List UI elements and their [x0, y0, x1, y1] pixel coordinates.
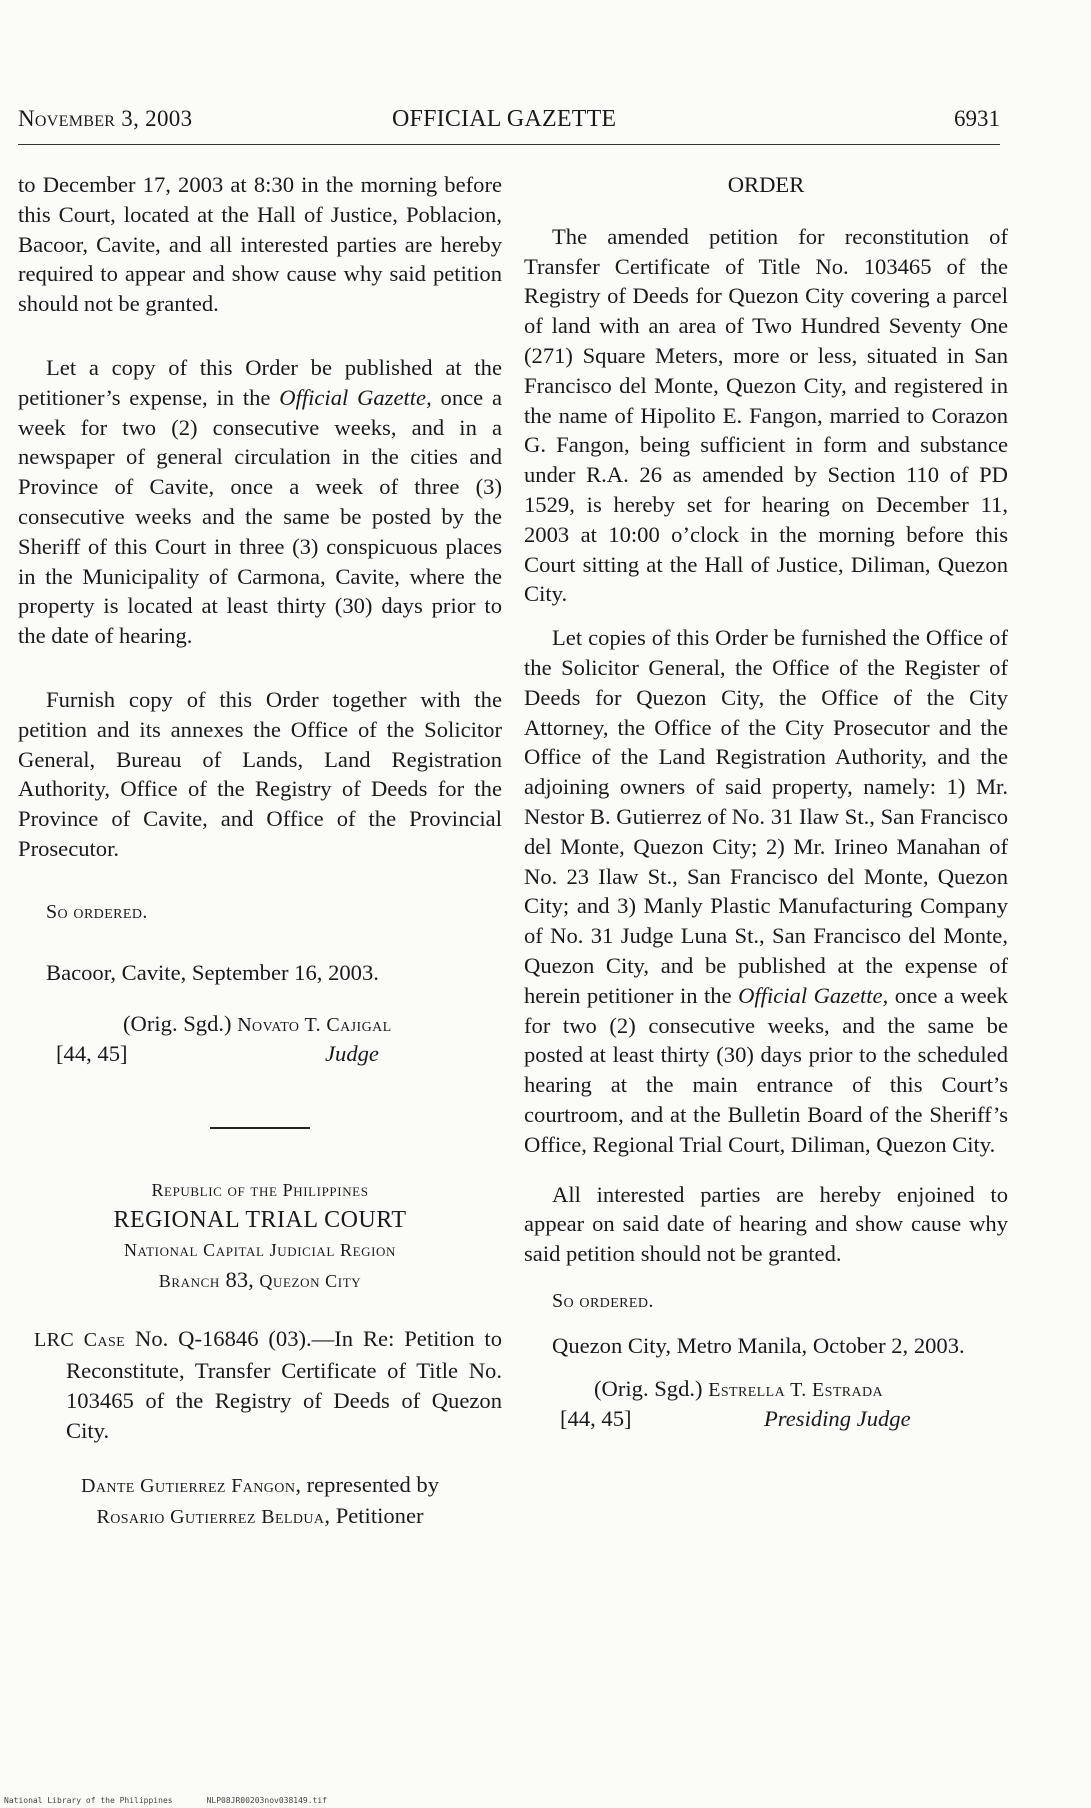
- gazette-italic: Official Gazette,: [738, 982, 889, 1008]
- parties: Dante Gutierrez Fangon, represented by Rosario Gutierrez Beldua, Petitioner: [80, 1471, 439, 1528]
- so-ordered: So ordered.: [552, 1289, 654, 1312]
- judge-name: Estrella T. Estrada: [708, 1379, 884, 1402]
- enjoin-paragraph: All interested parties are hereby enjoined to appear on said date of hearing and show cause why said petition should not be granted.: [524, 1181, 1008, 1267]
- header-rule: [18, 144, 1000, 145]
- library-name: National Library of the Philippines: [4, 1796, 173, 1805]
- page-header: [18, 106, 1000, 136]
- left-column: [18, 170, 502, 1532]
- furnish-paragraph: Furnish copy of this Order together with the petition and its annexes the Office of the Solicitor General, Bureau of Lands, Land Registration Authority, Office of the Registry of Deeds for the Province of Cavite, and Office of the Provincial Prosecutor.: [18, 686, 502, 861]
- court-heading: [18, 1175, 502, 1296]
- scan-footer: [4, 1796, 327, 1805]
- page-number: 6931: [954, 106, 1000, 131]
- copies-paragraph: Let copies of this Order be furnished the Office of the Solicitor General, the Office of the Register of Deeds for Quezon City, the Office of the City Attorney, the Office of the City Prosecutor and the Office of the Land Registration Authority, and the adjoining owners of said property, namely: 1) Mr. Nestor B. Gutierrez of No. 31 Ilaw St., San Francisco del Monte, Quezon City; 2) Mr. Irineo Manahan of No. 23 Ilaw St., San Francisco del Monte, Quezon City; and 3) Manly Plastic Manufacturing Company of No. 31 Judge Luna St., San Francisco del Monte, Quezon City, and be published at the expense of herein petitioner in the Official Gazette, once a week for two (2) consecutive weeks, and the same be posted at least thirty (30) days prior to the scheduled hearing at the main entrance of this Court’s courtroom, and at the Bulletin Board of the Sheriff’s Office, Regional Trial Court, Diliman, Quezon City.: [524, 625, 1008, 1157]
- case-caption: LRC Case No. Q-16846 (03).—In Re: Petition to Reconstitute, Transfer Certificate of Title No. 103465 of the Registry of Deeds of Quezon City.: [34, 1326, 502, 1443]
- party-name: Rosario Gutierrez Beldua: [96, 1505, 325, 1528]
- republic-line: Republic of the Philippines: [151, 1180, 369, 1201]
- file-id: NLP08JR00203nov038149.tif: [206, 1796, 327, 1805]
- branch-line: Branch 83, Quezon City: [158, 1267, 362, 1293]
- order-title: ORDER: [727, 172, 805, 197]
- section-divider: [210, 1127, 310, 1129]
- judge-signature-block: (Orig. Sgd.) Estrella T. Estrada [44, 45] Presiding Judge: [524, 1374, 1008, 1434]
- order-paragraph: The amended petition for reconstitution of Transfer Certificate of Title No. 103465 of the Registry of Deeds for Quezon City covering a parcel of land with an area of Two Hundred Seventy One (271) Square Meters, more or less, situated in San Francisco del Monte, Quezon City, and registered in the name of Hipolito E. Fangon, married to Corazon G. Fangon, being sufficient in form and substance under R.A. 26 as amended by Section 110 of PD 1529, is hereby set for hearing on December 11, 2003 at 10:00 o’clock in the morning before this Court sitting at the Hall of Justice, Diliman, Quezon City.: [524, 223, 1008, 607]
- judge-title: Judge: [325, 1041, 379, 1067]
- judge-signature-block: (Orig. Sgd.) Novato T. Cajigal [44, 45] Judge: [18, 1009, 502, 1069]
- place-date: Quezon City, Metro Manila, October 2, 2003.: [552, 1332, 965, 1358]
- issue-date: November 3, 2003: [18, 106, 193, 131]
- reference-number: [44, 45]: [560, 1406, 632, 1432]
- party-name: Dante Gutierrez Fangon: [80, 1474, 296, 1497]
- judge-title: Presiding Judge: [764, 1406, 911, 1432]
- gazette-italic: Official Gazette,: [279, 384, 432, 410]
- right-column: [524, 170, 1008, 1434]
- judge-name: Novato T. Cajigal: [237, 1014, 392, 1037]
- continued-paragraph: to December 17, 2003 at 8:30 in the morning before this Court, located at the Hall of Justice, Poblacion, Bacoor, Cavite, and all interested parties are hereby required to appear and show cause why said petition should not be granted.: [18, 172, 502, 317]
- reference-number: [44, 45]: [56, 1041, 128, 1067]
- place-date: Bacoor, Cavite, September 16, 2003.: [46, 959, 379, 985]
- so-ordered: So ordered.: [46, 900, 148, 923]
- publication-paragraph: Let a copy of this Order be published at the petitioner’s expense, in the Official Gazette, once a week for two (2) consecutive weeks, and in a newspaper of general circulation in the cities and Province of Cavite, once a week of three (3) consecutive weeks and the same be posted by the Sheriff of this Court in three (3) conspicuous places in the Municipality of Carmona, Cavite, where the property is located at least thirty (30) days prior to the date of hearing.: [18, 354, 502, 649]
- region-line: National Capital Judicial Region: [123, 1240, 397, 1261]
- publication-title: OFFICIAL GAZETTE: [392, 106, 617, 132]
- court-name: REGIONAL TRIAL COURT: [113, 1207, 407, 1234]
